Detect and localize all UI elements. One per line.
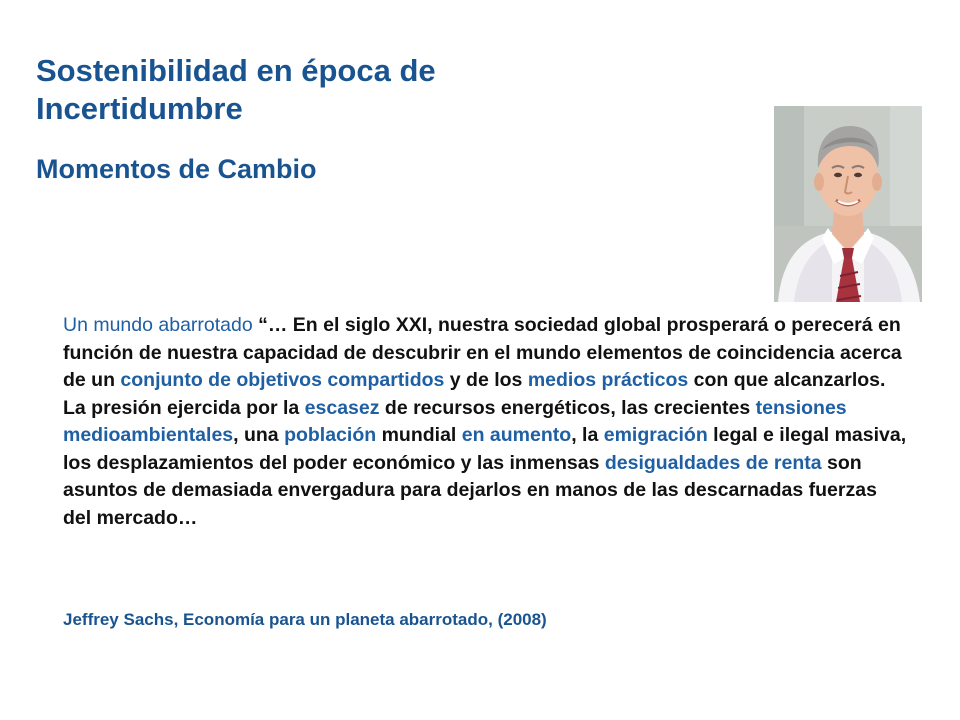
quote-text: y de los [444, 369, 528, 391]
highlighted-phrase: emigración [603, 424, 708, 446]
portrait-photo [774, 106, 922, 302]
quote-text: de recursos energéticos, las crecientes [379, 396, 756, 419]
slide-title: Sostenibilidad en época de Incertidumbre [36, 53, 436, 126]
highlighted-phrase: tensiones medioambientales [63, 396, 847, 446]
quote-citation: Jeffrey Sachs, Economía para un planeta abarrotado, (2008) [63, 610, 547, 629]
slide-subtitle: Momentos de Cambio [36, 154, 317, 184]
quote-text: con que alcanzarlos. La presión ejercida por la [63, 369, 886, 419]
quote-paragraph [63, 312, 908, 532]
highlighted-phrase: medios prácticos [527, 369, 689, 391]
highlighted-phrase: población [284, 424, 377, 446]
quote-text: mundial [376, 424, 462, 446]
quote-text: “… En el siglo XXI, nuestra sociedad global prosperará o perecerá en función de nuestra capacidad de descubrir en el mundo elementos de coincidencia acerca de un [63, 314, 902, 391]
quote-text: , una [233, 424, 285, 446]
highlighted-phrase: conjunto de objetivos compartidos [120, 369, 445, 391]
quote-text: legal e ilegal masiva, los desplazamientos del poder económico y las inmensas [63, 424, 907, 474]
highlighted-phrase: desigualdades de renta [604, 451, 822, 474]
quote-text: son asuntos de demasiada envergadura para dejarlos en manos de las descarnadas fuerzas del mercado… [63, 451, 877, 529]
quote-lead: Un mundo abarrotado [63, 314, 253, 336]
quote-body [63, 314, 906, 529]
quote-text: , la [571, 424, 604, 446]
portrait-illustration [774, 106, 922, 302]
highlighted-phrase: escasez [304, 396, 380, 419]
highlighted-phrase: en aumento [461, 424, 572, 446]
